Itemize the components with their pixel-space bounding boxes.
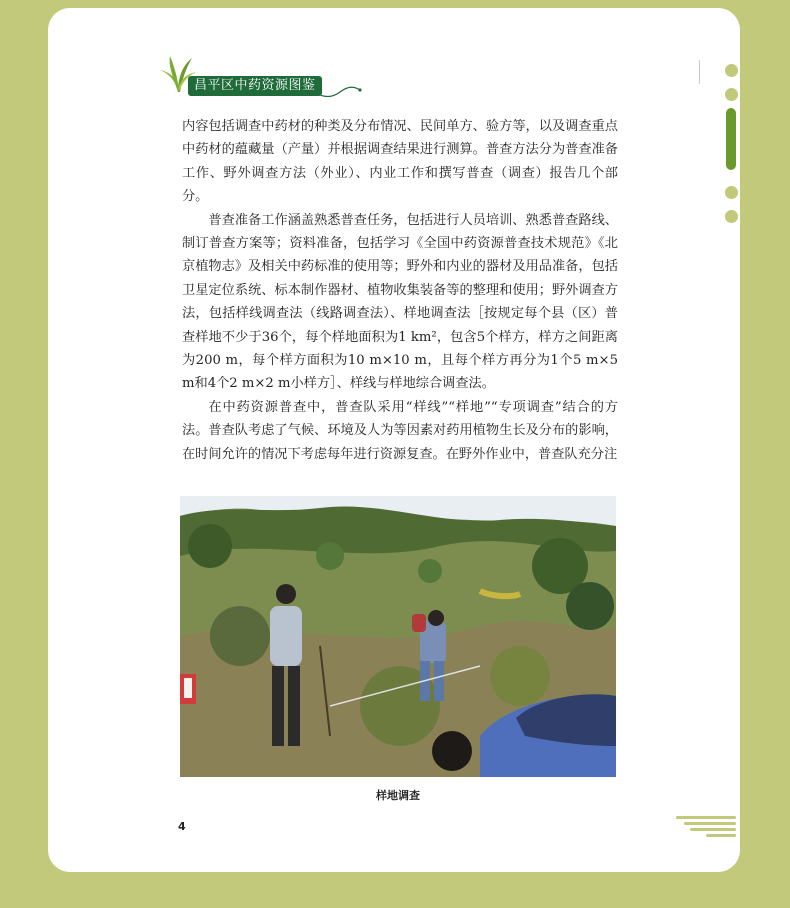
- section-dot: [725, 64, 738, 77]
- section-dot: [725, 186, 738, 199]
- ornament-line: [684, 822, 736, 825]
- book-page: [48, 8, 740, 872]
- paragraph: 普查准备工作涵盖熟悉普查任务，包括进行人员培训、熟悉普查路线、制订普查方案等；资料准备，包括学习《全国中药资源普查技术规范》《北京植物志》及相关中药标准的使用等；野外和内业的器材及用品准备，包括卫星定位系统、标本制作器材、植物收集装备等的整理和使用；野外调查方法，包括样线调查法（线路调查法）、样地调查法［按规定每个县（区）普查样地不少于36个，每个样地面积为1 km²，包含5个样方，样方之间距离为200 m，每个样方面积为10 m×10 m，且每个样方再分为1个5 m×5 m和4个2 m×2 m小样方］、样线与样地综合调查法。: [182, 212, 618, 392]
- corner-ornament: [676, 816, 736, 838]
- running-header: [156, 52, 356, 102]
- book-title: 昌平区中药资源图鉴: [188, 76, 322, 96]
- paragraph: 内容包括调查中药材的种类及分布情况、民间单方、验方等，以及调查重点中药材的蕴藏量（产量）并根据调查结果进行测算。普查方法分为普查准备工作、野外调查方法（外业）、内业工作和撰写普查（调查）报告几个部分。: [182, 119, 618, 205]
- body-text: [182, 115, 618, 466]
- figure-caption: 样地调查: [376, 789, 420, 802]
- paragraph: 在中药资源普查中，普查队采用“样线”“样地”“专项调查”结合的方法。普查队考虑了气候、环境及人为等因素对药用植物生长及分布的影响，在时间允许的情况下考虑每年进行资源复查。在野外作业中，普查队充分注: [182, 399, 618, 462]
- ornament-line: [676, 816, 736, 819]
- vine-ornament: [314, 82, 362, 102]
- margin-rule: [699, 60, 700, 84]
- section-indicator: [722, 64, 742, 244]
- section-dot: [725, 88, 738, 101]
- page-number: 4: [178, 820, 186, 833]
- ornament-line: [690, 828, 736, 831]
- field-survey-photo: [180, 496, 616, 777]
- section-dot: [725, 210, 738, 223]
- ornament-line: [706, 834, 736, 837]
- active-section-bar: [726, 108, 736, 170]
